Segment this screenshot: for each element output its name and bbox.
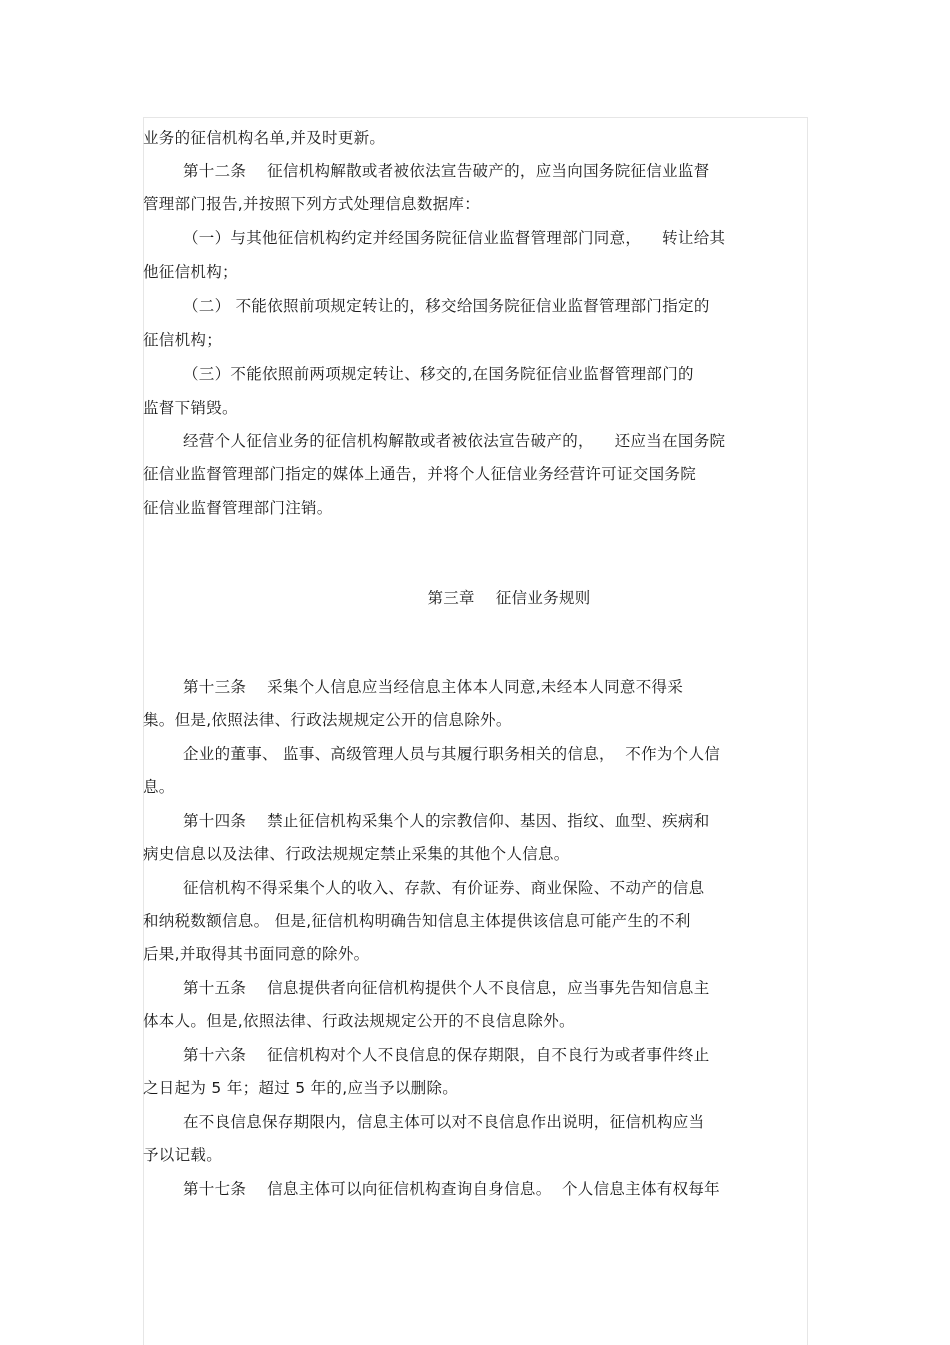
paragraph-line: 业务的征信机构名单,并及时更新。 bbox=[143, 129, 386, 147]
paragraph-line: 体本人。但是,依照法律、行政法规规定公开的不良信息除外。 bbox=[143, 1012, 575, 1030]
paragraph-line: 之日起为 5 年；超过 5 年的,应当予以删除。 bbox=[143, 1079, 459, 1097]
paragraph-line: 管理部门报告,并按照下列方式处理信息数据库： bbox=[143, 195, 481, 213]
article-15-heading: 第十五条 信息提供者向征信机构提供个人不良信息，应当事先告知信息主 bbox=[183, 979, 710, 997]
paragraph-line: 息。 bbox=[143, 778, 175, 796]
paragraph-line: 企业的董事、 监事、高级管理人员与其履行职务相关的信息， 不作为个人信 bbox=[183, 745, 721, 763]
paragraph-line: 病史信息以及法律、行政法规规定禁止采集的其他个人信息。 bbox=[143, 845, 570, 863]
paragraph-line: 征信机构不得采集个人的收入、存款、有价证券、商业保险、不动产的信息 bbox=[183, 879, 705, 897]
paragraph-line: 征信机构； bbox=[143, 331, 223, 349]
article-14-heading: 第十四条 禁止征信机构采集个人的宗教信仰、基因、指纹、血型、疾病和 bbox=[183, 812, 710, 830]
chapter-title: 第三章 征信业务规则 bbox=[427, 589, 591, 607]
paragraph-line: 予以记载。 bbox=[143, 1146, 223, 1164]
paragraph-line: 和纳税数额信息。 但是,征信机构明确告知信息主体提供该信息可能产生的不利 bbox=[143, 912, 691, 930]
list-item-1: （一）与其他征信机构约定并经国务院征信业监督管理部门同意， 转让给其 bbox=[183, 229, 726, 247]
paragraph-line: 后果,并取得其书面同意的除外。 bbox=[143, 945, 370, 963]
paragraph-line: 征信业监督管理部门指定的媒体上通告，并将个人征信业务经营许可证交国务院 bbox=[143, 465, 697, 483]
list-item-3: （三）不能依照前两项规定转让、移交的,在国务院征信业监督管理部门的 bbox=[183, 365, 694, 383]
paragraph-line: 监督下销毁。 bbox=[143, 399, 238, 417]
article-16-heading: 第十六条 征信机构对个人不良信息的保存期限，自不良行为或者事件终止 bbox=[183, 1046, 710, 1064]
paragraph-line: 经营个人征信业务的征信机构解散或者被依法宣告破产的， 还应当在国务院 bbox=[183, 432, 726, 450]
paragraph-line: 征信业监督管理部门注销。 bbox=[143, 499, 333, 517]
paragraph-line: 他征信机构； bbox=[143, 263, 238, 281]
article-12-heading: 第十二条 征信机构解散或者被依法宣告破产的，应当向国务院征信业监督 bbox=[183, 162, 710, 180]
article-13-heading: 第十三条 采集个人信息应当经信息主体本人同意,未经本人同意不得采 bbox=[183, 678, 684, 696]
paragraph-line: 在不良信息保存期限内，信息主体可以对不良信息作出说明，征信机构应当 bbox=[183, 1113, 705, 1131]
article-17-heading: 第十七条 信息主体可以向征信机构查询自身信息。 个人信息主体有权每年 bbox=[183, 1180, 720, 1198]
list-item-2: （二） 不能依照前项规定转让的，移交给国务院征信业监督管理部门指定的 bbox=[183, 297, 710, 315]
paragraph-line: 集。但是,依照法律、行政法规规定公开的信息除外。 bbox=[143, 711, 512, 729]
